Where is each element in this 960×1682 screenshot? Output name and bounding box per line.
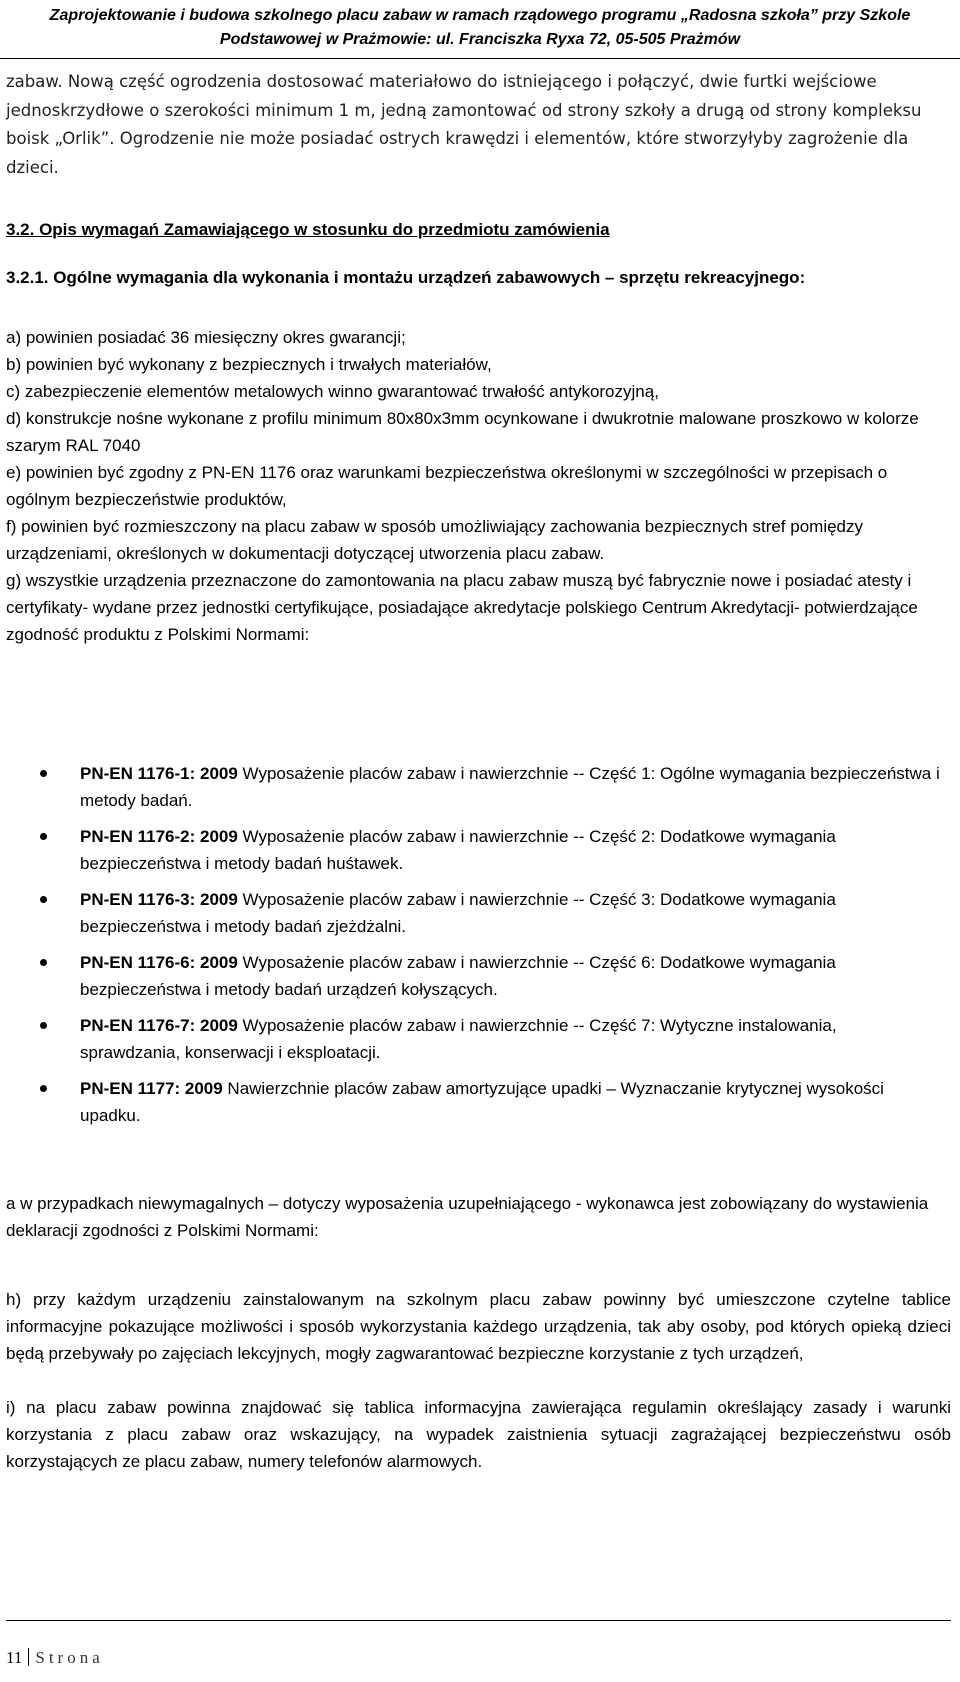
bullet-icon [40, 770, 47, 777]
requirement-a: a) powinien posiadać 36 miesięczny okres gwarancji; [6, 328, 406, 347]
requirement-e: e) powinien być zgodny z PN-EN 1176 oraz warunkami bezpieczeństwa określonymi w szczególności w przepisach o ogólnym bezpieczeństwie produktów, [6, 463, 888, 509]
header-divider [0, 58, 960, 59]
footer-divider [6, 1620, 951, 1621]
header-line-1: Zaprojektowanie i budowa szkolnego placu zabaw w ramach rządowego programu „Radosna szkoła” przy Szkole [49, 7, 911, 24]
page-word: Strona [35, 1648, 104, 1667]
standard-description: Wyposażenie placów zabaw i nawierzchnie -- Część 6: Dodatkowe wymagania bezpieczeństwa i metody badań urządzeń kołyszących. [80, 953, 836, 999]
requirement-h: h) przy każdym urządzeniu zainstalowanym na szkolnym placu zabaw powinny być umieszczone czytelne tablice informacyjne pokazujące możliwości i sposób wykorzystania każdego urządzenia, tak aby osoby, pod których opieką dzieci będą przebywały po zajęciach lekcyjnych, mogły zagwarantować bezpieczne korzystanie z tych urządzeń, [6, 1290, 951, 1363]
bullet-icon [40, 833, 47, 840]
standard-item [0, 823, 940, 877]
standard-description: Wyposażenie placów zabaw i nawierzchnie -- Część 3: Dodatkowe wymagania bezpieczeństwa i metody badań zjeżdżalni. [80, 890, 836, 936]
standards-list [0, 760, 960, 1138]
standard-description: Nawierzchnie placów zabaw amortyzujące upadki – Wyznaczanie krytycznej wysokości upadku. [80, 1079, 884, 1125]
standard-item [0, 760, 940, 814]
standard-code: PN-EN 1176-2: 2009 [80, 827, 238, 846]
header-line-2: Podstawowej w Prażmowie: ul. Franciszka Ryxa 72, 05-505 Prażmów [219, 31, 741, 48]
requirement-f: f) powinien być rozmieszczony na placu zabaw w sposób umożliwiający zachowania bezpiecznych stref pomiędzy urządzeniami, określonych w dokumentacji dotyczącej utworzenia placu zabaw. [6, 517, 864, 563]
page-footer [0, 1620, 960, 1682]
page-header [0, 4, 960, 52]
requirement-c: c) zabezpieczenie elementów metalowych winno gwarantować trwałość antykorozyjną, [6, 382, 659, 401]
standard-item [0, 1012, 940, 1066]
footer-separator [28, 1648, 29, 1666]
standard-item [0, 886, 940, 940]
requirement-i: i) na placu zabaw powinna znajdować się tablica informacyjna zawierająca regulamin określający zasady i warunki korzystania z placu zabaw oraz wskazujący, na wypadek zaistnienia sytuacji zagrażającej bezpieczeństwu osób korzystających ze placu zabaw, numery telefonów alarmowych. [6, 1398, 951, 1471]
bullet-icon [40, 1022, 47, 1029]
page-number: 11 [6, 1648, 23, 1667]
standard-item [0, 1075, 940, 1129]
subsection-heading: 3.2.1. Ogólne wymagania dla wykonania i montażu urządzeń zabawowych – sprzętu rekreacyjnego: [6, 268, 806, 287]
requirement-b: b) powinien być wykonany z bezpiecznych i trwałych materiałów, [6, 355, 492, 374]
standard-description: Wyposażenie placów zabaw i nawierzchnie -- Część 2: Dodatkowe wymagania bezpieczeństwa i metody badań huśtawek. [80, 827, 836, 873]
standard-description: Wyposażenie placów zabaw i nawierzchnie -- Część 7: Wytyczne instalowania, sprawdzania, konserwacji i eksploatacji. [80, 1016, 837, 1062]
standard-code: PN-EN 1176-6: 2009 [80, 953, 238, 972]
bullet-icon [40, 1085, 47, 1092]
standard-code: PN-EN 1176-3: 2009 [80, 890, 238, 909]
page-number-label [6, 1648, 104, 1668]
standard-code: PN-EN 1177: 2009 [80, 1079, 223, 1098]
standard-code: PN-EN 1176-1: 2009 [80, 764, 238, 783]
section-heading: 3.2. Opis wymagań Zamawiającego w stosunku do przedmiotu zamówienia [6, 220, 610, 239]
standard-item [0, 949, 940, 1003]
standard-code: PN-EN 1176-7: 2009 [80, 1016, 238, 1035]
requirement-d: d) konstrukcje nośne wykonane z profilu minimum 80x80x3mm ocynkowane i dwukrotnie malowane proszkowo w kolorze szarym RAL 7040 [6, 409, 919, 455]
bullet-icon [40, 896, 47, 903]
after-list-paragraph: a w przypadkach niewymagalnych – dotyczy wyposażenia uzupełniającego - wykonawca jest zobowiązany do wystawienia deklaracji zgodności z Polskimi Normami: [6, 1194, 929, 1240]
bullet-icon [40, 959, 47, 966]
intro-paragraph: zabaw. Nową część ogrodzenia dostosować materiałowo do istniejącego i połączyć, dwie furtki wejściowe jednoskrzydłowe o szerokości minimum 1 m, jedną zamontować od strony szkoły a drugą od strony kompleksu boisk „Orlik”. Ogrodzenie nie może posiadać ostrych krawędzi i elementów, które stworzyłyby zagrożenie dla dzieci. [6, 72, 922, 177]
standard-description: Wyposażenie placów zabaw i nawierzchnie -- Część 1: Ogólne wymagania bezpieczeństwa i metody badań. [80, 764, 940, 810]
requirement-g: g) wszystkie urządzenia przeznaczone do zamontowania na placu zabaw muszą być fabrycznie nowe i posiadać atesty i certyfikaty- wydane przez jednostki certyfikujące, posiadające akredytacje polskiego Centrum Akredytacji- potwierdzające zgodność produktu z Polskimi Normami: [6, 571, 918, 644]
requirements-list [6, 324, 951, 648]
